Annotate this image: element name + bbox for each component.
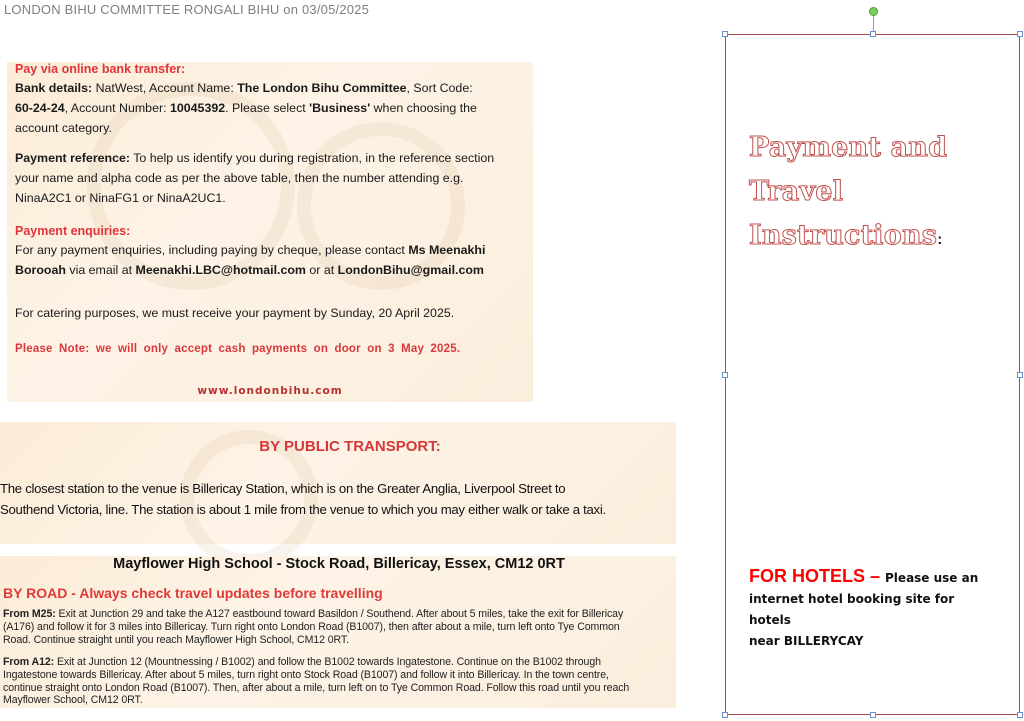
road-heading: BY ROAD - Always check travel updates before travelling xyxy=(3,585,383,601)
resize-handle-right[interactable] xyxy=(1017,372,1023,378)
catering-deadline: For catering purposes, we must receive your payment by Sunday, 20 April 2025. xyxy=(15,306,455,320)
bank-heading: Pay via online bank transfer: xyxy=(15,62,186,76)
hotels-note: FOR HOTELS – Please use an internet hotel booking site for hotels near BILLERYCAY xyxy=(749,566,979,648)
enquiries-heading: Payment enquiries: xyxy=(15,224,131,238)
website-link[interactable]: www.londonbihu.com xyxy=(197,385,343,397)
directions-m25: From M25: Exit at Junction 29 and take the A127 eastbound toward Basildon / Southend. After about 5 miles, take the exit for Billericay (A176) and follow it for 3 miles into Billericay. Turn right onto London Road (B1007), then after about a mile, turn left onto Tye Common Road. Continue straight until you reach Mayflower High School, CM12 0RT. xyxy=(3,608,624,646)
cash-note: Please Note: we will only accept cash payments on door on 3 May 2025. xyxy=(15,343,461,355)
resize-handle-top[interactable] xyxy=(870,31,876,37)
payment-enquiries: For any payment enquiries, including paying by cheque, please contact Ms Meenakhi Borooah via email at Meenakhi.LBC@hotmail.com or at LondonBihu@gmail.com xyxy=(15,243,486,277)
public-transport-panel xyxy=(0,422,676,544)
resize-handle-bottom-left[interactable] xyxy=(722,712,728,718)
directions-a12: From A12: Exit at Junction 12 (Mountnessing / B1002) and follow the B1002 towards Ingatestone. Continue on the B1002 through Ingatestone towards Billericay. After about 5 miles, turn right onto Stock Road (B1007) and follow it into Billericay. In the town centre, continue straight onto London Road (B1007). Then, after about a mile, turn left on to Tye Common Road. Follow this road until you reach Mayflower School, CM12 0RT. xyxy=(3,656,630,707)
sidebar-title: Payment and Travel Instructions: xyxy=(749,132,948,251)
resize-handle-top-left[interactable] xyxy=(722,31,728,37)
bank-details: Bank details: NatWest, Account Name: The London Bihu Committee, Sort Code: 60-24-24, Account Number: 10045392. Please select 'Business' when choosing the account category. xyxy=(15,81,477,135)
payment-reference: Payment reference: To help us identify you during registration, in the reference section your name and alpha code as per the above table, then the number attending e.g. NinaA2C1 or NinaFG1 or NinaA2UC1. xyxy=(15,151,495,205)
bank-transfer-panel xyxy=(7,62,533,402)
resize-handle-left[interactable] xyxy=(722,372,728,378)
rotate-handle[interactable] xyxy=(869,7,878,16)
email-link[interactable]: LondonBihu@gmail.com xyxy=(337,263,484,277)
resize-handle-top-right[interactable] xyxy=(1017,31,1023,37)
venue-address: Mayflower High School - Stock Road, Billericay, Essex, CM12 0RT xyxy=(113,556,565,572)
resize-handle-bottom-right[interactable] xyxy=(1017,712,1023,718)
document-title: LONDON BIHU COMMITTEE RONGALI BIHU on 03/05/2025 xyxy=(4,2,370,17)
email-link[interactable]: Meenakhi.LBC@hotmail.com xyxy=(135,263,306,277)
transport-heading: BY PUBLIC TRANSPORT: xyxy=(259,438,441,455)
road-directions-panel xyxy=(0,556,676,708)
resize-handle-bottom[interactable] xyxy=(870,712,876,718)
transport-text: The closest station to the venue is Billericay Station, which is on the Greater Anglia, Liverpool Street to Southend Victoria, line. The station is about 1 mile from the venue to which you may either walk or take a taxi. xyxy=(0,481,606,517)
